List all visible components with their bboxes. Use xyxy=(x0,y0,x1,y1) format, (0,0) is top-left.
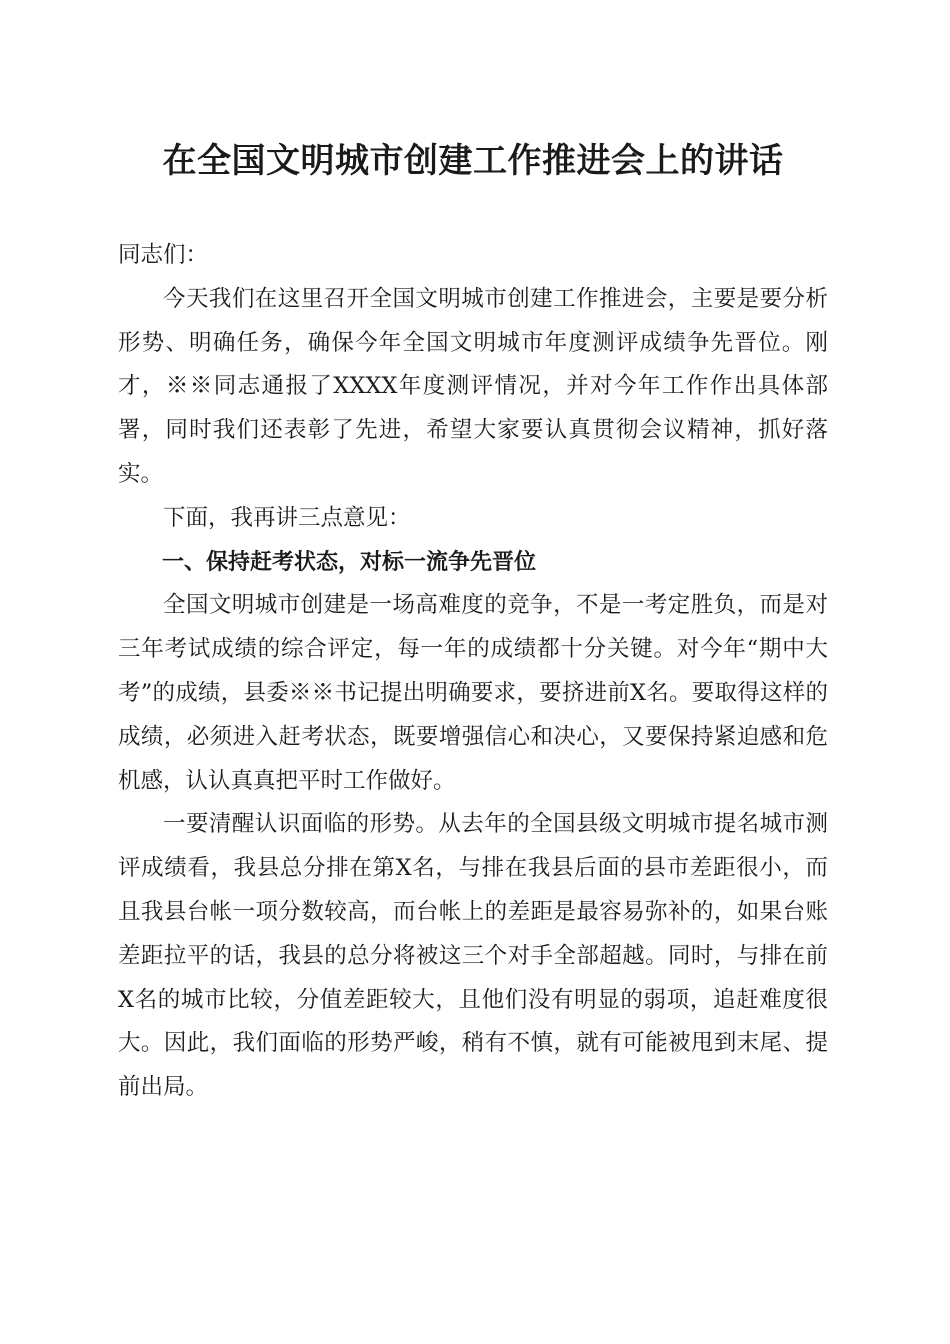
paragraph-transition: 下面，我再讲三点意见： xyxy=(163,504,411,531)
paragraph-intro: 今天我们在这里召开全国文明城市创建工作推进会，主要是要分析形势、明确任务，确保今年全国文明城市年度测评成绩争先晋位。刚才，※※同志通报了XXXX年度测评情况，并对今年工作作出具体部署，同时我们还表彰了先进，希望大家要认真贯彻会议精神，抓好落实。 xyxy=(118,285,828,487)
document-title: 在全国文明城市创建工作推进会上的讲话 xyxy=(162,141,784,181)
salutation: 同志们： xyxy=(118,242,209,268)
section-heading-1: 一、保持赶考状态，对标一流争先晋位 xyxy=(162,549,537,575)
document-body xyxy=(118,234,828,1110)
paragraph-section-1-intro: 全国文明城市创建是一场高难度的竞争，不是一考定胜负，而是对三年考试成绩的综合评定，每一年的成绩都十分关键。对今年“期中大考”的成绩，县委※※书记提出明确要求，要挤进前X名。要取得这样的成绩，必须进入赶考状态，既要增强信心和决心，又要保持紧迫感和危机感，认认真真把平时工作做好。 xyxy=(118,592,828,794)
paragraph-section-1-point-1: 一要清醒认识面临的形势。从去年的全国县级文明城市提名城市测评成绩看，我县总分排在第X名，与排在我县后面的县市差距很小，而且我县台帐一项分数较高，而台帐上的差距是最容易弥补的，如果台账差距拉平的话，我县的总分将被这三个对手全部超越。同时，与排在前X名的城市比较，分值差距较大，且他们没有明显的弱项，追赶难度很大。因此，我们面临的形势严峻，稍有不慎，就有可能被甩到末尾、提前出局。 xyxy=(118,811,828,1101)
